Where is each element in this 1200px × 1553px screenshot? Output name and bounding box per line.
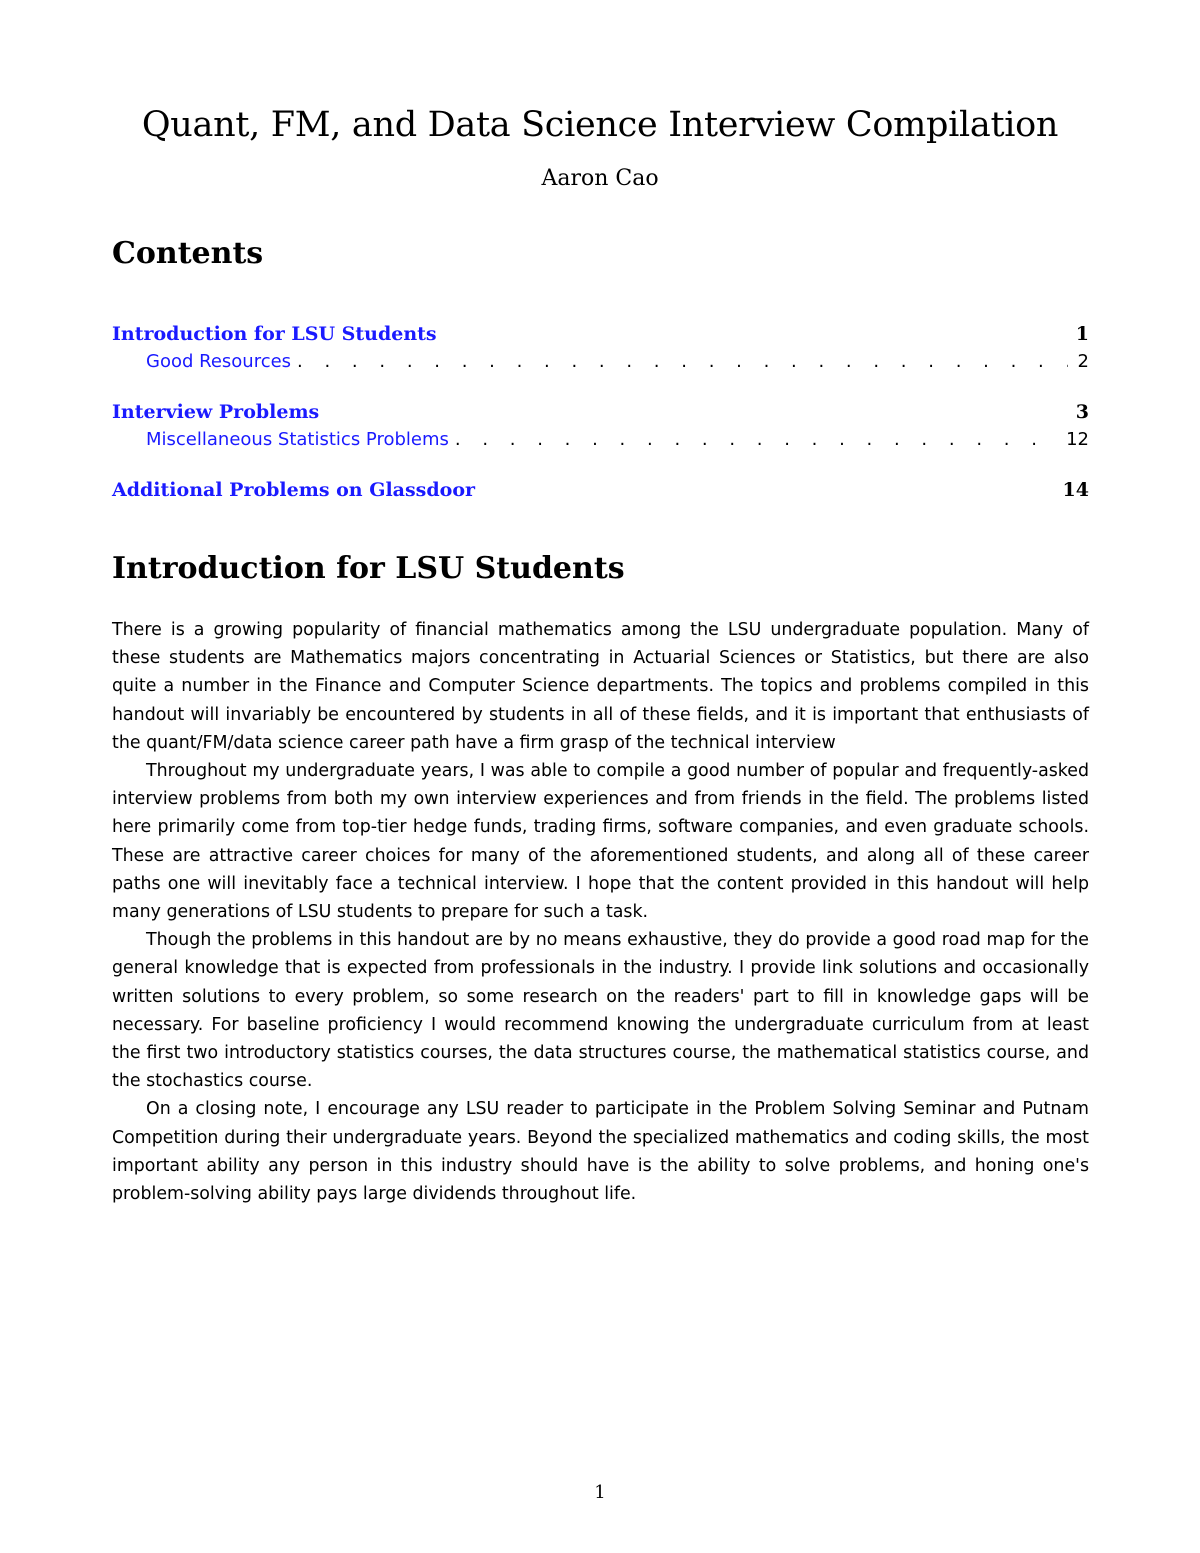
introduction-body xyxy=(112,616,1089,1208)
toc-link-glassdoor[interactable]: Additional Problems on Glassdoor xyxy=(112,479,476,501)
toc-section-introduction xyxy=(112,320,1089,376)
toc-entry-introduction xyxy=(112,320,1089,348)
paragraph: On a closing note, I encourage any LSU reader to participate in the Problem Solving Seminar and Putnam Competition during their undergraduate years. Beyond the specialized mathematics and coding skills, the most important ability any person in this industry should have is the ability to solve problems, and honing one's problem-solving ability pays large dividends throughout life. xyxy=(112,1099,1089,1205)
toc-link-misc-statistics[interactable]: Miscellaneous Statistics Problems xyxy=(146,429,449,450)
toc-dot-leader xyxy=(297,348,1068,376)
toc-page-number: 12 xyxy=(1066,429,1089,450)
toc-page-number: 14 xyxy=(1062,479,1089,501)
toc-entry-good-resources xyxy=(112,348,1089,376)
toc-link-interview-problems[interactable]: Interview Problems xyxy=(112,401,320,423)
page-number: 1 xyxy=(594,1482,606,1503)
toc-link-introduction[interactable]: Introduction for LSU Students xyxy=(112,323,437,345)
contents-heading: Contents xyxy=(112,236,264,271)
paragraph: There is a growing popularity of financial mathematics among the LSU undergraduate population. Many of these students are Mathematics majors concentrating in Actuarial Sciences or Statistics, but there are also quite a number in the Finance and Computer Science departments. The topics and problems compiled in this handout will invariably be encountered by students in all of these fields, and it is important that enthusiasts of the quant/FM/data science career path have a firm grasp of the technical interview xyxy=(112,620,1089,753)
toc-section-glassdoor xyxy=(112,476,1089,504)
toc-entry-glassdoor xyxy=(112,476,1089,504)
toc-entry-misc-statistics xyxy=(112,426,1089,454)
toc-link-good-resources[interactable]: Good Resources xyxy=(146,351,292,372)
table-of-contents xyxy=(112,320,1089,526)
toc-page-number: 1 xyxy=(1075,323,1089,345)
toc-entry-interview-problems xyxy=(112,398,1089,426)
toc-page-number: 2 xyxy=(1077,351,1089,372)
toc-section-interview-problems xyxy=(112,398,1089,454)
document-author: Aaron Cao xyxy=(541,166,659,191)
toc-dot-leader xyxy=(455,426,1056,454)
document-title: Quant, FM, and Data Science Interview Compilation xyxy=(141,105,1059,145)
section-heading-introduction: Introduction for LSU Students xyxy=(112,551,625,586)
paragraph: Though the problems in this handout are by no means exhaustive, they do provide a good road map for the general knowledge that is expected from professionals in the industry. I provide link solutions and occasionally written solutions to every problem, so some research on the readers' part to fill in knowledge gaps will be necessary. For baseline proficiency I would recommend knowing the undergraduate curriculum from at least the first two introductory statistics courses, the data structures course, the mathematical statistics course, and the stochastics course. xyxy=(112,930,1089,1092)
toc-page-number: 3 xyxy=(1075,401,1089,423)
paragraph: Throughout my undergraduate years, I was able to compile a good number of popular and frequently-asked interview problems from both my own interview experiences and from friends in the field. The problems listed here primarily come from top-tier hedge funds, trading firms, software companies, and even graduate schools. These are attractive career choices for many of the aforementioned students, and along all of these career paths one will inevitably face a technical interview. I hope that the content provided in this handout will help many generations of LSU students to prepare for such a task. xyxy=(112,761,1089,923)
